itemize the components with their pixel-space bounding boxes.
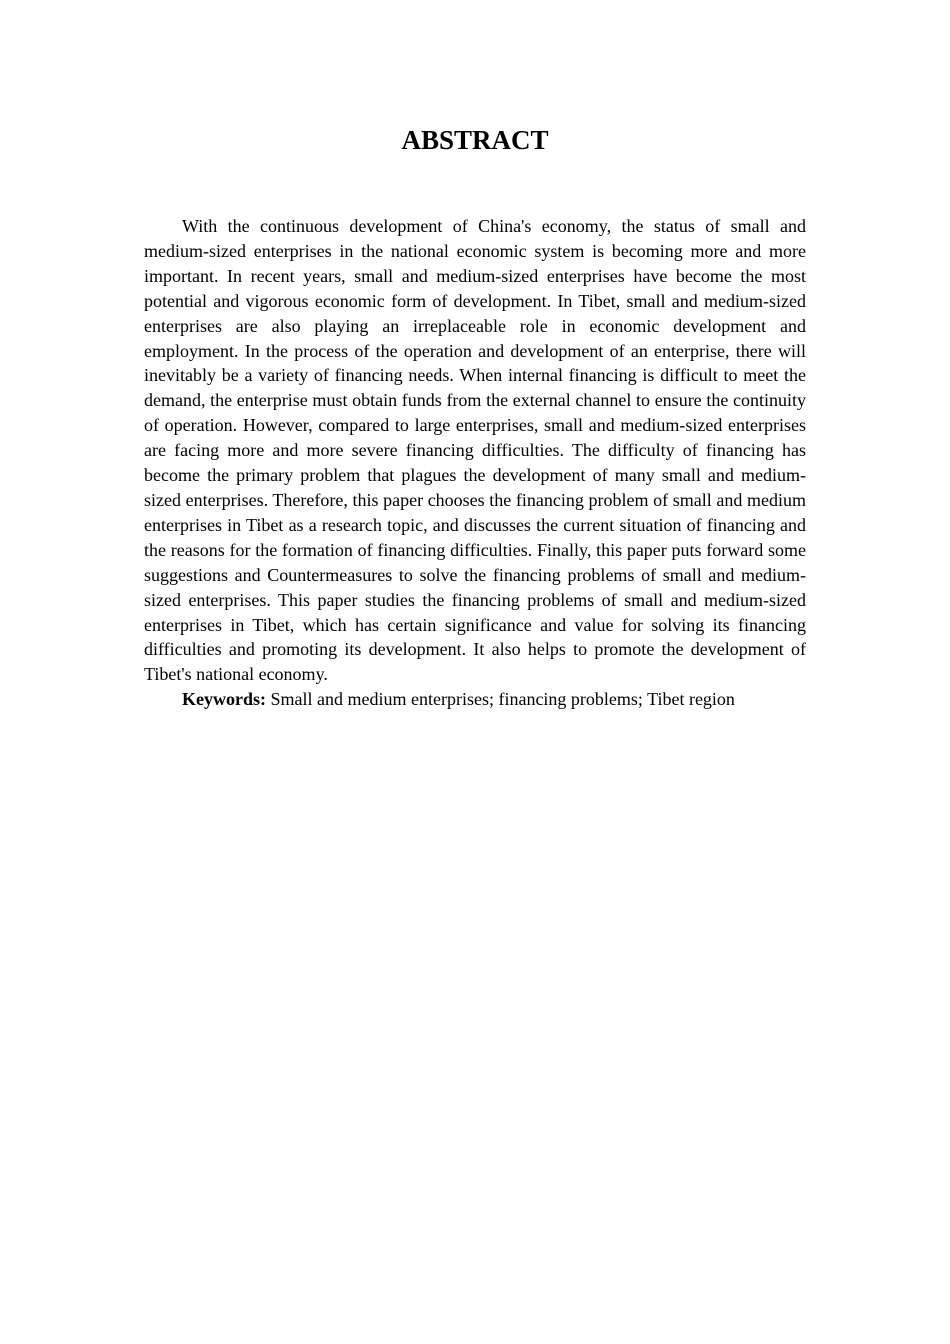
keywords-text: Small and medium enterprises; financing problems; Tibet region: [266, 689, 735, 710]
abstract-section: [144, 214, 806, 712]
abstract-title: ABSTRACT: [401, 125, 549, 155]
keywords-label: Keywords:: [182, 689, 266, 710]
keywords-line: [144, 687, 806, 712]
abstract-paragraph: With the continuous development of China's economy, the status of small and medium-sized enterprises in the national economic system is becoming more and more important. In recent years, small and medium-sized enterprises have become the most potential and vigorous economic form of development. In Tibet, small and medium-sized enterprises are also playing an irreplaceable role in economic development and employment. In the process of the operation and development of an enterprise, there will inevitably be a variety of financing needs. When internal financing is difficult to meet the demand, the enterprise must obtain funds from the external channel to ensure the continuity of operation. However, compared to large enterprises, small and medium-sized enterprises are facing more and more severe financing difficulties. The difficulty of financing has become the primary problem that plagues the development of many small and medium-sized enterprises. Therefore, this paper chooses the financing problem of small and medium enterprises in Tibet as a research topic, and discusses the current situation of financing and the reasons for the formation of financing difficulties. Finally, this paper puts forward some suggestions and Countermeasures to solve the financing problems of small and medium-sized enterprises. This paper studies the financing problems of small and medium-sized enterprises in Tibet, which has certain significance and value for solving its financing difficulties and promoting its development. It also helps to promote the development of Tibet's national economy.: [144, 216, 806, 685]
